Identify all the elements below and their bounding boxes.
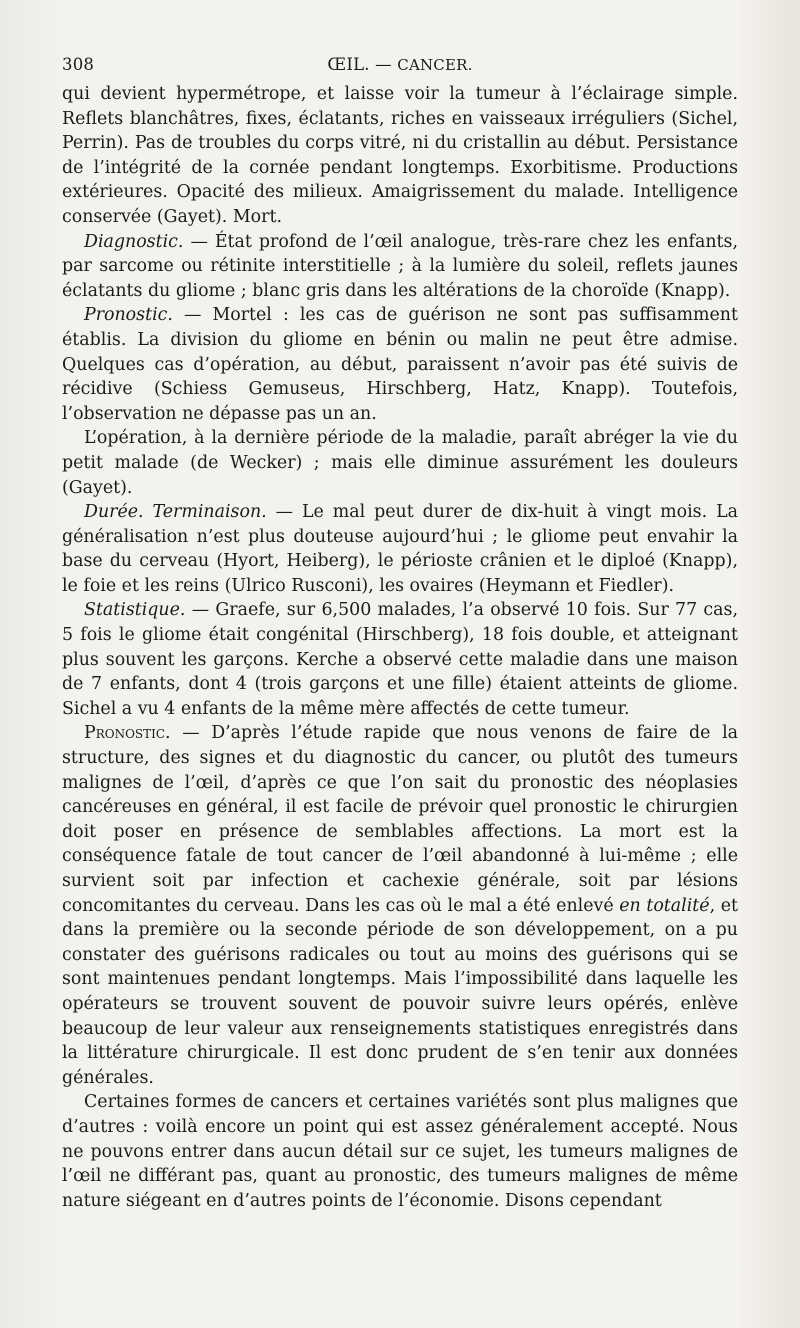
running-head bbox=[62, 48, 738, 82]
running-title bbox=[62, 55, 738, 74]
paragraph-heading: Statistique. bbox=[84, 600, 186, 621]
paragraph-text-continued: , et dans la première ou la seconde période de son développement, on a pu constater des guérisons radicales ou tout au moins des guérisons qui se sont maintenues pendant longtemps. Mais l’impossibilité dans laquelle les opérateurs se trouvent souvent de pouvoir suivre leurs opérés, enlève beaucoup de leur valeur aux renseignements statistiques enregistrés dans la littérature chirurgicale. Il est donc prudent de s’en tenir aux données générales. bbox=[62, 895, 738, 1088]
paragraph-statistique bbox=[62, 598, 738, 721]
section-heading: Pronostic. bbox=[84, 723, 171, 744]
paragraph-text: — D’après l’étude rapide que nous venons de faire de la structure, des signes et du diagnostic du cancer, ou plutôt des tumeurs malignes de l’œil, d’après ce que l’on sait du pronostic des néoplasies cancéreuses en général, il est facile de prévoir quel pronostic le chirurgien doit poser en présence de semblables affections. La mort est la conséquence fatale de tout cancer de l’œil abandonné à lui-même ; elle survient soit par infection et cachexie générale, soit par lésions concomitantes du cerveau. Dans les cas où le mal a été enlevé bbox=[62, 723, 738, 916]
paragraph-operation bbox=[62, 426, 738, 500]
running-title-section: CANCER. bbox=[397, 56, 473, 74]
paragraph-text: — Mortel : les cas de guérison ne sont pas suffisamment établis. La division du gliome en bénin ou malin ne peut être admise. Quelques cas d’opération, au début, paraissent n’avoir pas été suivis de récidive (Schiess Gemuseus, Hirschberg, Hatz, Knapp). Toutefois, l’observation ne dépasse pas un an. bbox=[62, 305, 738, 424]
paragraph-diagnostic bbox=[62, 230, 738, 304]
paragraph-continuation bbox=[62, 82, 738, 230]
page-number: 308 bbox=[62, 55, 95, 74]
body-text bbox=[62, 82, 738, 1213]
paragraph-text: Certaines formes de cancers et certaines variétés sont plus malignes que d’autres : voilà encore un point qui est assez généralement accepté. Nous ne pouvons entrer dans aucun détail sur ce sujet, les tumeurs malignes de l’œil ne différant pas, quant au pronostic, des tumeurs malignes de même nature siégeant en d’autres points de l’économie. Disons cependant bbox=[62, 1092, 738, 1211]
paragraph-text: qui devient hypermétrope, et laisse voir la tumeur à l’éclairage simple. Reflets blanchâtres, fixes, éclatants, riches en vaisseaux irréguliers (Sichel, Perrin). Pas de troubles du corps vitré, ni du cristallin au début. Persistance de l’intégrité de la cornée pendant longtemps. Exorbitisme. Productions extérieures. Opacité des milieux. Amaigrissement du malade. Intelligence conservée (Gayet). Mort. bbox=[62, 84, 738, 227]
paragraph-text: — Le mal peut durer de dix-huit à vingt mois. La généralisation n’est plus douteuse aujourd’hui ; le gliome peut envahir la base du cerveau (Hyort, Heiberg), le périoste crânien et le diploé (Knapp), le foie et les reins (Ulrico Rusconi), les ovaires (Heymann et Fiedler). bbox=[62, 502, 738, 596]
paragraph-duree bbox=[62, 500, 738, 598]
paragraph-pronostic bbox=[62, 303, 738, 426]
emphasis-text: en totalité bbox=[619, 895, 710, 916]
paragraph-text: — Graefe, sur 6,500 malades, l’a observé 10 fois. Sur 77 cas, 5 fois le gliome était congénital (Hirschberg), 18 fois double, et atteignant plus souvent les garçons. Kerche a observé cette maladie dans une maison de 7 enfants, dont 4 (trois garçons et une fille) étaient atteints de gliome. Sichel a vu 4 enfants de la même mère affectés de cette tumeur. bbox=[62, 600, 738, 719]
running-title-left: ŒIL. — bbox=[327, 55, 398, 74]
paragraph-heading: Pronostic. bbox=[84, 305, 173, 326]
paragraph-formes bbox=[62, 1090, 738, 1213]
paragraph-heading: Durée. Terminaison. bbox=[84, 502, 267, 523]
paragraph-text: L’opération, à la dernière période de la maladie, paraît abréger la vie du petit malade (de Wecker) ; mais elle diminue assurément les douleurs (Gayet). bbox=[62, 428, 738, 498]
paragraph-heading: Diagnostic. bbox=[84, 231, 184, 252]
paragraph-text: — État profond de l’œil analogue, très-rare chez les enfants, par sarcome ou rétinite interstitielle ; à la lumière du soleil, reflets jaunes éclatants du gliome ; blanc gris dans les altérations de la choroïde (Knapp). bbox=[62, 231, 738, 301]
paragraph-pronostic-general bbox=[62, 721, 738, 1090]
